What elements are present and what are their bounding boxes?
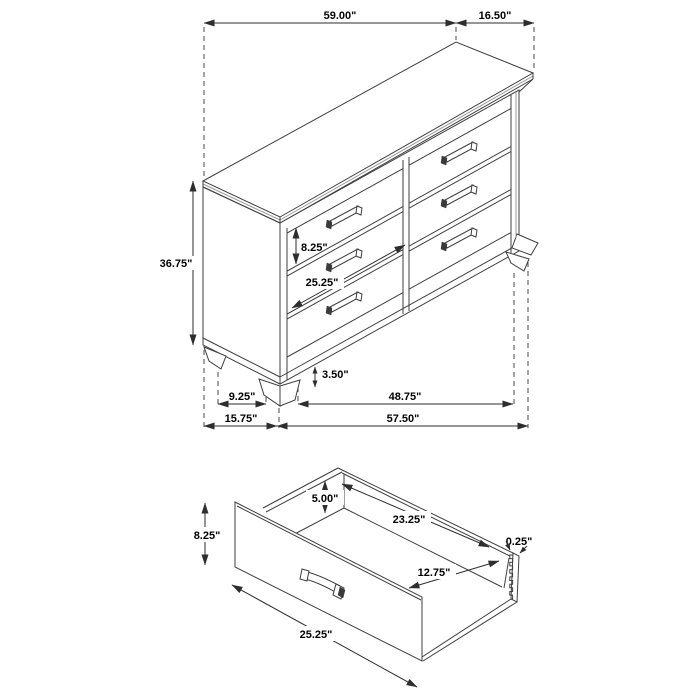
dim-label-front-width: 25.25": [299, 629, 333, 641]
dim-label-width: 59.00": [323, 10, 357, 22]
dim-label-base-depth: 15.75": [224, 413, 258, 425]
dim-label-height: 36.75": [159, 258, 193, 270]
dim-label-interior-depth: 12.75": [417, 567, 451, 579]
dim-label-interior-height: 5.00": [311, 493, 339, 505]
dresser-leg: [259, 379, 280, 406]
dimension-leg-height: [315, 367, 349, 387]
dimension-foot-span: [298, 391, 513, 404]
dimension-interior-height: [306, 481, 344, 513]
dim-label-leg-height: 3.50": [322, 369, 349, 381]
dimension-side-thickness: [506, 536, 533, 553]
dimension-width: [204, 10, 456, 23]
dimension-interior-width: [342, 484, 489, 547]
drawer-bottom-edge: [422, 599, 511, 657]
drawer-view: [186, 468, 532, 687]
drawer-bottom-edge: [423, 602, 517, 661]
dim-label-front-height: 8.25": [193, 530, 221, 542]
dim-label-drawer-front-width: 25.25": [305, 277, 339, 289]
dimension-height: [156, 181, 196, 345]
dim-label-depth: 16.50": [478, 10, 512, 22]
dimension-depth: [456, 10, 534, 23]
dimension-base-width: [277, 413, 528, 426]
dim-label-base-width: 57.50": [386, 413, 420, 425]
dim-label-drawer-front-height: 8.25": [301, 242, 328, 254]
drawer-right-wall-inner-edge: [504, 558, 509, 588]
dimension-front-height: [186, 503, 228, 565]
dresser-drawing: [203, 42, 538, 406]
dim-label-side-thickness: 0.25": [505, 536, 533, 548]
dim-label-interior-width: 23.25": [392, 514, 426, 526]
dimension-interior-depth: [409, 561, 499, 588]
drawer-drawing: [235, 468, 519, 661]
dresser-leg: [280, 380, 300, 406]
dim-label-foot-setback: 9.25": [228, 391, 256, 403]
dim-label-foot-span: 48.75": [388, 391, 422, 403]
dimension-base-depth: [204, 413, 277, 426]
dimension-foot-setback: [218, 391, 266, 404]
dresser-view: [156, 10, 538, 428]
drawer-back-wall-edge: [338, 468, 513, 553]
dresser-leg: [506, 252, 529, 271]
